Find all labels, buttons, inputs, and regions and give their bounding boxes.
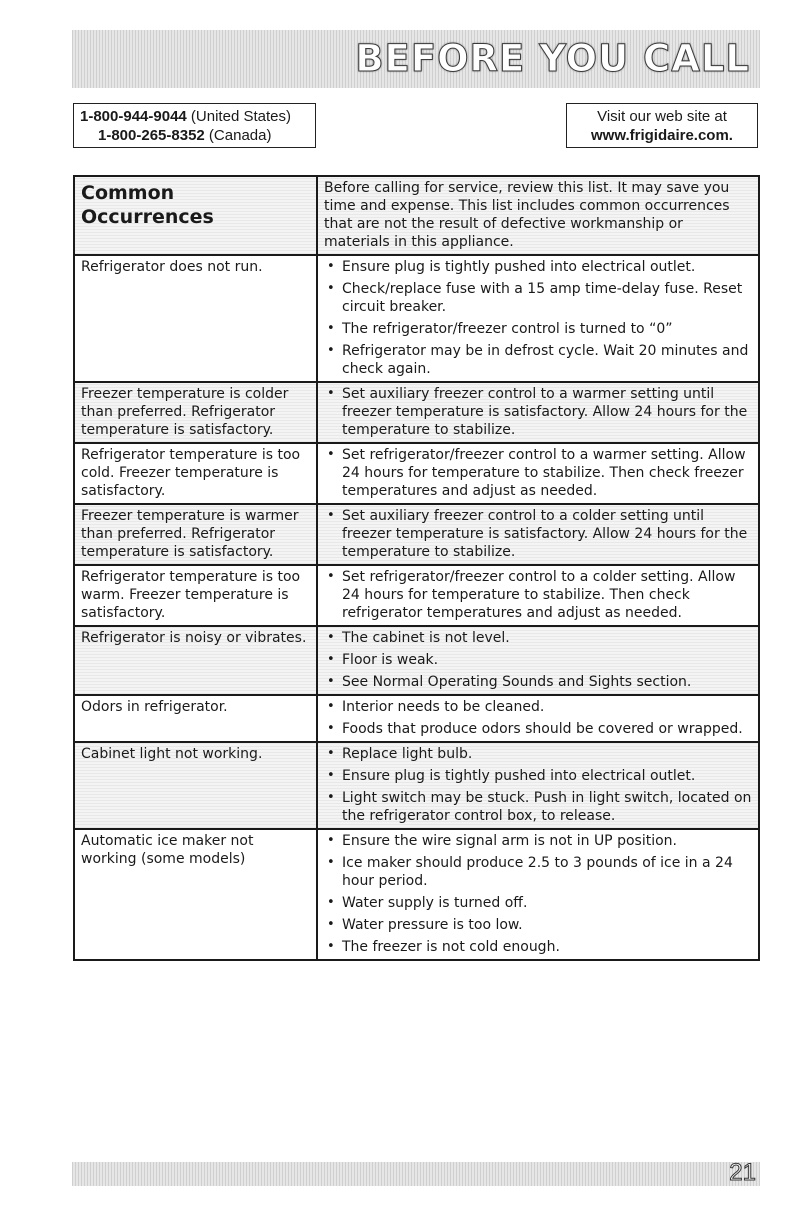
solution-text: Check/replace fuse with a 15 amp time-delay fuse. Reset circuit breaker. (342, 281, 743, 315)
solution-list (324, 507, 752, 561)
solution-item (324, 789, 752, 825)
solution-item (324, 854, 752, 890)
website-label: Visit our web site at (597, 108, 727, 125)
problem-text: Refrigerator does not run. (81, 259, 263, 275)
problem-text: Freezer temperature is warmer than preferred. Refrigerator temperature is satisfactory. (81, 508, 299, 560)
problem-cell (74, 829, 317, 960)
solution-text: The refrigerator/freezer control is turned to “0” (342, 321, 673, 337)
bullet-icon: • (327, 508, 335, 523)
phone-ca-line (80, 126, 315, 145)
problem-text: Freezer temperature is colder than preferred. Refrigerator temperature is satisfactory. (81, 386, 289, 438)
solution-item (324, 258, 752, 276)
solution-list (324, 446, 752, 500)
solution-text: Foods that produce odors should be covered or wrapped. (342, 721, 743, 737)
footer-band (72, 1159, 760, 1186)
solution-text: Refrigerator may be in defrost cycle. Wait 20 minutes and check again. (342, 343, 749, 377)
solution-list (324, 568, 752, 622)
table-intro-cell (317, 176, 759, 255)
table-row (74, 443, 759, 504)
solution-text: Light switch may be stuck. Push in light switch, located on the refrigerator control box, to release. (342, 790, 752, 824)
table-row (74, 382, 759, 443)
solution-item (324, 916, 752, 934)
table-row (74, 829, 759, 960)
phone-ca-label: (Canada) (204, 127, 272, 144)
table-row (74, 255, 759, 382)
problem-cell (74, 255, 317, 382)
bullet-icon: • (327, 447, 335, 462)
problem-text: Refrigerator is noisy or vibrates. (81, 630, 307, 646)
solution-text: Set refrigerator/freezer control to a warmer setting. Allow 24 hours for temperature to stabilize. Then check freezer temperatures and adjust as needed. (342, 447, 746, 499)
bullet-icon: • (327, 699, 335, 714)
solution-item (324, 894, 752, 912)
bullet-icon: • (327, 569, 335, 584)
header-band (72, 30, 760, 88)
table-row (74, 504, 759, 565)
solution-list (324, 258, 752, 378)
solution-item (324, 651, 752, 669)
solution-text: The freezer is not cold enough. (342, 939, 560, 955)
solution-cell (317, 382, 759, 443)
page-number: 21 (729, 1159, 756, 1186)
solution-item (324, 832, 752, 850)
common-occurrences-table (73, 175, 760, 961)
problem-cell (74, 695, 317, 742)
bullet-icon: • (327, 790, 335, 805)
problem-text: Cabinet light not working. (81, 746, 263, 762)
website-box (566, 103, 758, 148)
bullet-icon: • (327, 630, 335, 645)
solution-cell (317, 443, 759, 504)
solution-list (324, 698, 752, 738)
website-link[interactable]: www.frigidaire.com. (591, 127, 733, 144)
bullet-icon: • (327, 939, 335, 954)
bullet-icon: • (327, 746, 335, 761)
solution-item (324, 446, 752, 500)
solution-text: Interior needs to be cleaned. (342, 699, 545, 715)
table-row (74, 695, 759, 742)
solution-text: Water supply is turned off. (342, 895, 528, 911)
solution-text: Set refrigerator/freezer control to a colder setting. Allow 24 hours for temperature to stabilize. Then check refrigerator temperatures and adjust as needed. (342, 569, 736, 621)
solution-cell (317, 504, 759, 565)
solution-text: Set auxiliary freezer control to a warmer setting until freezer temperature is satisfactory. Allow 24 hours for the temperature to stabilize. (342, 386, 748, 438)
problem-cell (74, 626, 317, 695)
solution-cell (317, 695, 759, 742)
solution-cell (317, 742, 759, 829)
solution-item (324, 629, 752, 647)
solution-item (324, 938, 752, 956)
page-title: BEFORE YOU CALL (355, 37, 750, 80)
solution-item (324, 745, 752, 763)
table-row (74, 626, 759, 695)
solution-text: Water pressure is too low. (342, 917, 523, 933)
solution-item (324, 720, 752, 738)
solution-item (324, 280, 752, 316)
phone-ca[interactable]: 1-800-265-8352 (98, 127, 205, 144)
bullet-icon: • (327, 721, 335, 736)
table-row (74, 742, 759, 829)
solution-text: Set auxiliary freezer control to a colder setting until freezer temperature is satisfactory. Allow 24 hours for the temperature to stabilize. (342, 508, 748, 560)
phone-us-label: (United States) (186, 108, 291, 125)
problem-cell (74, 742, 317, 829)
solution-item (324, 320, 752, 338)
problem-cell (74, 443, 317, 504)
bullet-icon: • (327, 281, 335, 296)
solution-item (324, 698, 752, 716)
solution-list (324, 745, 752, 825)
table-title-cell (74, 176, 317, 255)
solution-item (324, 342, 752, 378)
bullet-icon: • (327, 652, 335, 667)
problem-cell (74, 504, 317, 565)
solution-item (324, 507, 752, 561)
solution-item (324, 385, 752, 439)
problem-cell (74, 382, 317, 443)
solution-cell (317, 626, 759, 695)
solution-cell (317, 565, 759, 626)
problem-text: Refrigerator temperature is too cold. Freezer temperature is satisfactory. (81, 447, 301, 499)
solution-cell (317, 829, 759, 960)
solution-text: Ice maker should produce 2.5 to 3 pounds of ice in a 24 hour period. (342, 855, 733, 889)
solution-text: The cabinet is not level. (342, 630, 510, 646)
problem-cell (74, 565, 317, 626)
bullet-icon: • (327, 343, 335, 358)
bullet-icon: • (327, 674, 335, 689)
solution-text: Replace light bulb. (342, 746, 473, 762)
solution-text: See Normal Operating Sounds and Sights section. (342, 674, 692, 690)
table-header-row (74, 176, 759, 255)
bullet-icon: • (327, 386, 335, 401)
problem-text: Automatic ice maker not working (some models) (81, 833, 254, 867)
solution-item (324, 767, 752, 785)
bullet-icon: • (327, 917, 335, 932)
bullet-icon: • (327, 259, 335, 274)
bullet-icon: • (327, 833, 335, 848)
solution-list (324, 385, 752, 439)
bullet-icon: • (327, 895, 335, 910)
solution-text: Floor is weak. (342, 652, 439, 668)
table-row (74, 565, 759, 626)
phone-box (73, 103, 316, 148)
table-title: Common Occurrences (81, 182, 214, 228)
solution-text: Ensure plug is tightly pushed into electrical outlet. (342, 768, 696, 784)
solution-text: Ensure the wire signal arm is not in UP position. (342, 833, 677, 849)
bullet-icon: • (327, 321, 335, 336)
solution-list (324, 629, 752, 691)
problem-text: Odors in refrigerator. (81, 699, 228, 715)
solution-text: Ensure plug is tightly pushed into electrical outlet. (342, 259, 696, 275)
bullet-icon: • (327, 855, 335, 870)
bullet-icon: • (327, 768, 335, 783)
solution-item (324, 673, 752, 691)
phone-us-line (80, 107, 315, 126)
problem-text: Refrigerator temperature is too warm. Freezer temperature is satisfactory. (81, 569, 301, 621)
table-intro: Before calling for service, review this list. It may save you time and expense. This list includes common occurrences that are not the result of defective workmanship or materials in this appliance. (324, 180, 730, 250)
phone-us[interactable]: 1-800-944-9044 (80, 108, 187, 125)
solution-cell (317, 255, 759, 382)
solution-item (324, 568, 752, 622)
solution-list (324, 832, 752, 956)
